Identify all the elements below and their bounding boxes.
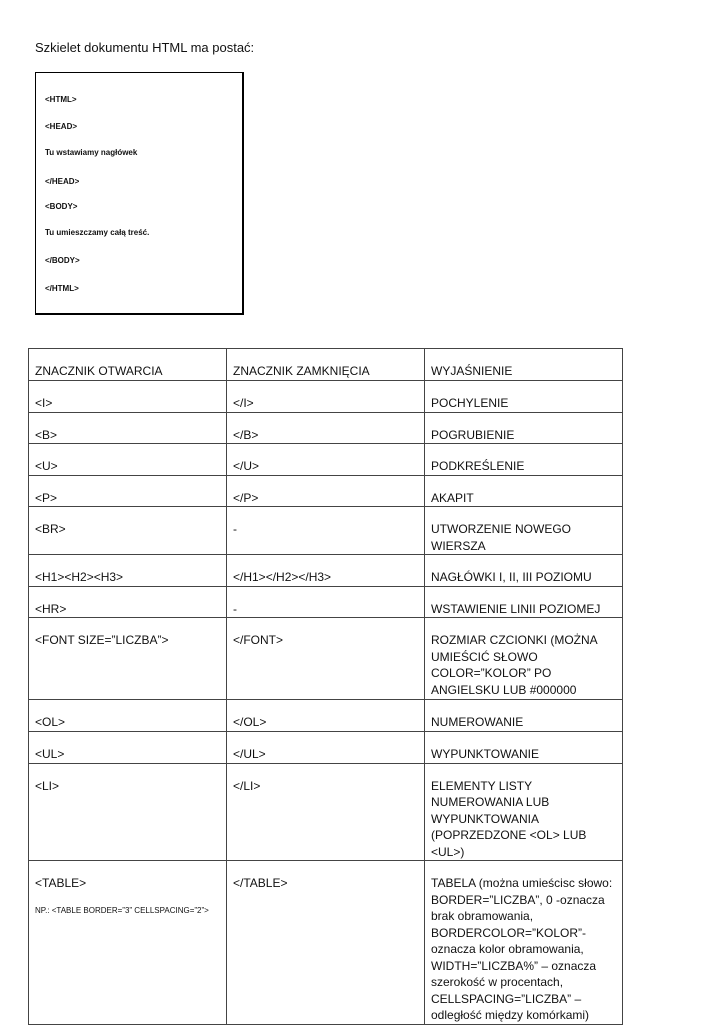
closing-tag-cell: </FONT> — [227, 618, 425, 700]
closing-tag-cell: </UL> — [227, 732, 425, 764]
table-row — [29, 861, 623, 1025]
html-skeleton-box — [35, 72, 244, 315]
opening-tag-cell: <I> — [29, 381, 227, 413]
closing-tag-cell: </I> — [227, 381, 425, 413]
table-row — [29, 732, 623, 764]
explanation-cell: POCHYLENIE — [425, 381, 623, 413]
skeleton-line: </HEAD> — [45, 177, 80, 186]
table-tag-text: <TABLE> — [35, 876, 87, 890]
opening-tag-cell — [29, 861, 227, 1025]
skeleton-line: Tu umieszczamy całą treść. — [45, 228, 150, 237]
table-example-note: NP.: <TABLE BORDER=”3” CELLSPACING=”2”> — [35, 905, 209, 915]
explanation-cell: WYPUNKTOWANIE — [425, 732, 623, 764]
header-closing-tag: ZNACZNIK ZAMKNIĘCIA — [227, 349, 425, 381]
skeleton-line: </HTML> — [45, 284, 79, 293]
opening-tag-cell: <HR> — [29, 586, 227, 618]
table-row — [29, 412, 623, 444]
table-row — [29, 475, 623, 507]
explanation-cell: NUMEROWANIE — [425, 700, 623, 732]
opening-tag-cell: <OL> — [29, 700, 227, 732]
explanation-cell: ROZMIAR CZCIONKI (MOŻNA UMIEŚCIĆ SŁOWO COLOR=”KOLOR” PO ANGIELSKU LUB #000000 — [425, 618, 623, 700]
explanation-cell: PODKREŚLENIE — [425, 444, 623, 476]
explanation-cell: NAGŁÓWKI I, II, III POZIOMU — [425, 555, 623, 587]
explanation-cell: WSTAWIENIE LINII POZIOMEJ — [425, 586, 623, 618]
closing-tag-cell: </TABLE> — [227, 861, 425, 1025]
skeleton-line: <HTML> — [45, 95, 77, 104]
explanation-cell: ELEMENTY LISTY NUMEROWANIA LUB WYPUNKTOWANIA (POPRZEDZONE <OL> LUB <UL>) — [425, 763, 623, 861]
closing-tag-cell: </H1></H2></H3> — [227, 555, 425, 587]
intro-text: Szkielet dokumentu HTML ma postać: — [35, 40, 255, 55]
explanation-cell: AKAPIT — [425, 475, 623, 507]
closing-tag-cell: - — [227, 507, 425, 555]
header-explanation: WYJAŚNIENIE — [425, 349, 623, 381]
closing-tag-cell: </OL> — [227, 700, 425, 732]
opening-tag-cell: <U> — [29, 444, 227, 476]
table-row — [29, 507, 623, 555]
opening-tag-cell: <H1><H2><H3> — [29, 555, 227, 587]
skeleton-line: <BODY> — [45, 202, 78, 211]
opening-tag-cell: <FONT SIZE=”LICZBA”> — [29, 618, 227, 700]
table-row — [29, 555, 623, 587]
skeleton-line: </BODY> — [45, 256, 80, 265]
closing-tag-cell: </P> — [227, 475, 425, 507]
table-row — [29, 763, 623, 861]
closing-tag-cell: </U> — [227, 444, 425, 476]
explanation-cell: UTWORZENIE NOWEGO WIERSZA — [425, 507, 623, 555]
table-row — [29, 444, 623, 476]
opening-tag-cell: <LI> — [29, 763, 227, 861]
opening-tag-cell: <P> — [29, 475, 227, 507]
table-header-row — [29, 349, 623, 381]
table-row — [29, 586, 623, 618]
table-row — [29, 381, 623, 413]
table-row — [29, 618, 623, 700]
closing-tag-cell: </B> — [227, 412, 425, 444]
closing-tag-cell: - — [227, 586, 425, 618]
skeleton-line: Tu wstawiamy nagłówek — [45, 148, 138, 157]
opening-tag-cell: <B> — [29, 412, 227, 444]
opening-tag-cell: <BR> — [29, 507, 227, 555]
header-opening-tag: ZNACZNIK OTWARCIA — [29, 349, 227, 381]
closing-tag-cell: </LI> — [227, 763, 425, 861]
table-row — [29, 700, 623, 732]
html-tags-table — [28, 348, 623, 1025]
skeleton-line: <HEAD> — [45, 122, 78, 131]
opening-tag-cell: <UL> — [29, 732, 227, 764]
explanation-cell: TABELA (można umieścisc słowo: BORDER=”LICZBA”, 0 -oznacza brak obramowania, BORDERCOLOR=”KOLOR”- oznacza kolor obramowania, WIDTH=”LICZBA%” – oznacza szerokość w procentach, CELLSPACING=”LICZBA” – odległość między komórkami) — [425, 861, 623, 1025]
explanation-cell: POGRUBIENIE — [425, 412, 623, 444]
